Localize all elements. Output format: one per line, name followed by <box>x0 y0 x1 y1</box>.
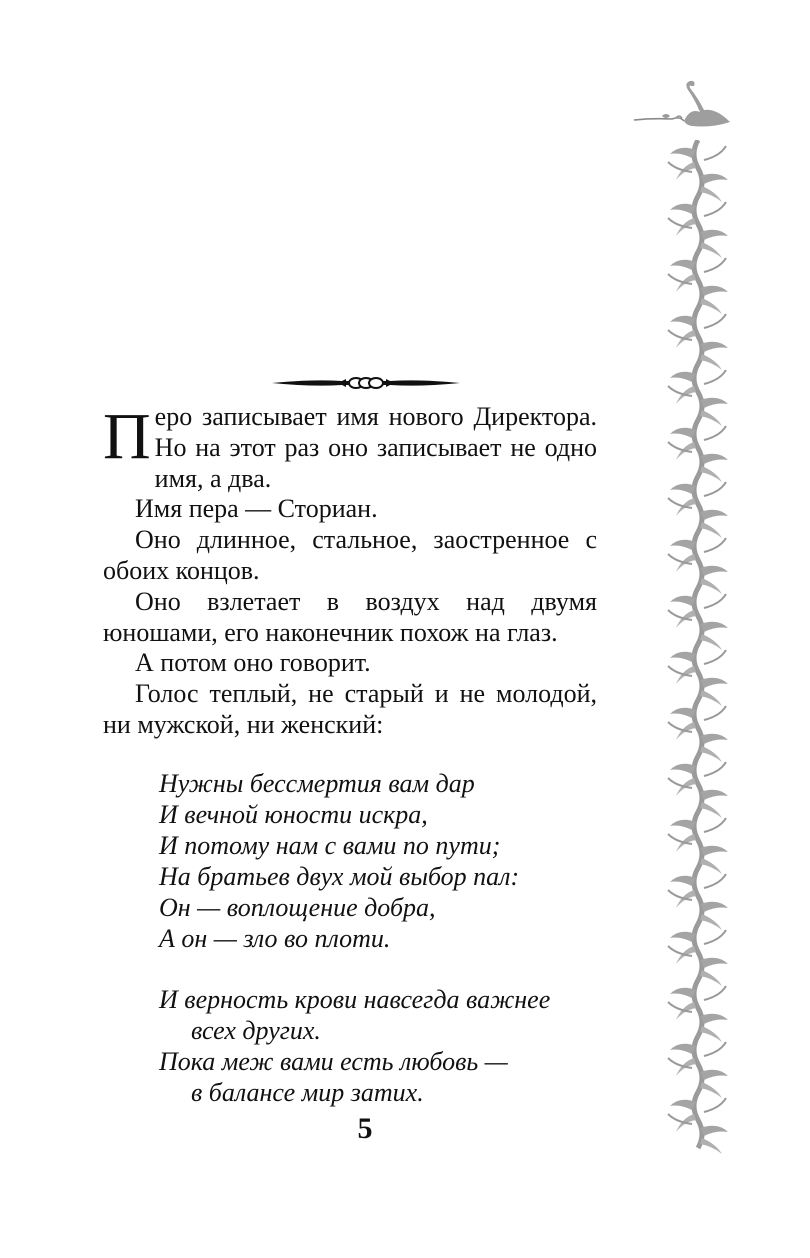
verse-line: Нужны бессмертия вам дар <box>159 769 475 798</box>
verse-line: И вечной юности искра, <box>159 800 428 829</box>
paragraph: Имя пера — Сториан. <box>135 494 378 524</box>
drop-cap: П <box>103 400 151 473</box>
verse-line-continuation: всех других. <box>191 1016 321 1045</box>
swan-emblem-icon <box>632 78 732 134</box>
vine-border-ornament <box>662 140 734 1160</box>
prose-body <box>103 402 597 741</box>
paragraph: А потом оно говорит. <box>135 648 371 678</box>
verse-line: И верность крови навсегда важнее <box>159 985 551 1014</box>
verse-line: И потому нам с вами по пути; <box>159 831 501 860</box>
verse-line-continuation: в балансе мир затих. <box>191 1078 424 1107</box>
paragraph-opening <box>103 402 597 494</box>
verse-line: А он — зло во плоти. <box>159 924 391 953</box>
stanza-break <box>159 954 599 984</box>
ornamental-divider <box>272 372 460 394</box>
verse-block <box>159 768 599 1108</box>
paragraph: Голос теплый, не старый и не молодой, ни мужской, ни женский: <box>103 679 597 739</box>
verse-line: На братьев двух мой выбор пал: <box>159 862 520 891</box>
paragraph: Оно длинное, стальное, заостренное с обоих концов. <box>103 525 597 585</box>
opening-text: еро записывает имя нового Директора. Но на этот раз оно записывает не одно имя, а два. <box>154 402 597 493</box>
page-number: 5 <box>357 1112 373 1145</box>
paragraph: Оно взлетает в воздух над двумя юношами, его наконечник похож на глаз. <box>103 586 597 647</box>
verse-line: Пока меж вами есть любовь — <box>159 1047 508 1076</box>
verse-line: Он — воплощение добра, <box>159 893 436 922</box>
